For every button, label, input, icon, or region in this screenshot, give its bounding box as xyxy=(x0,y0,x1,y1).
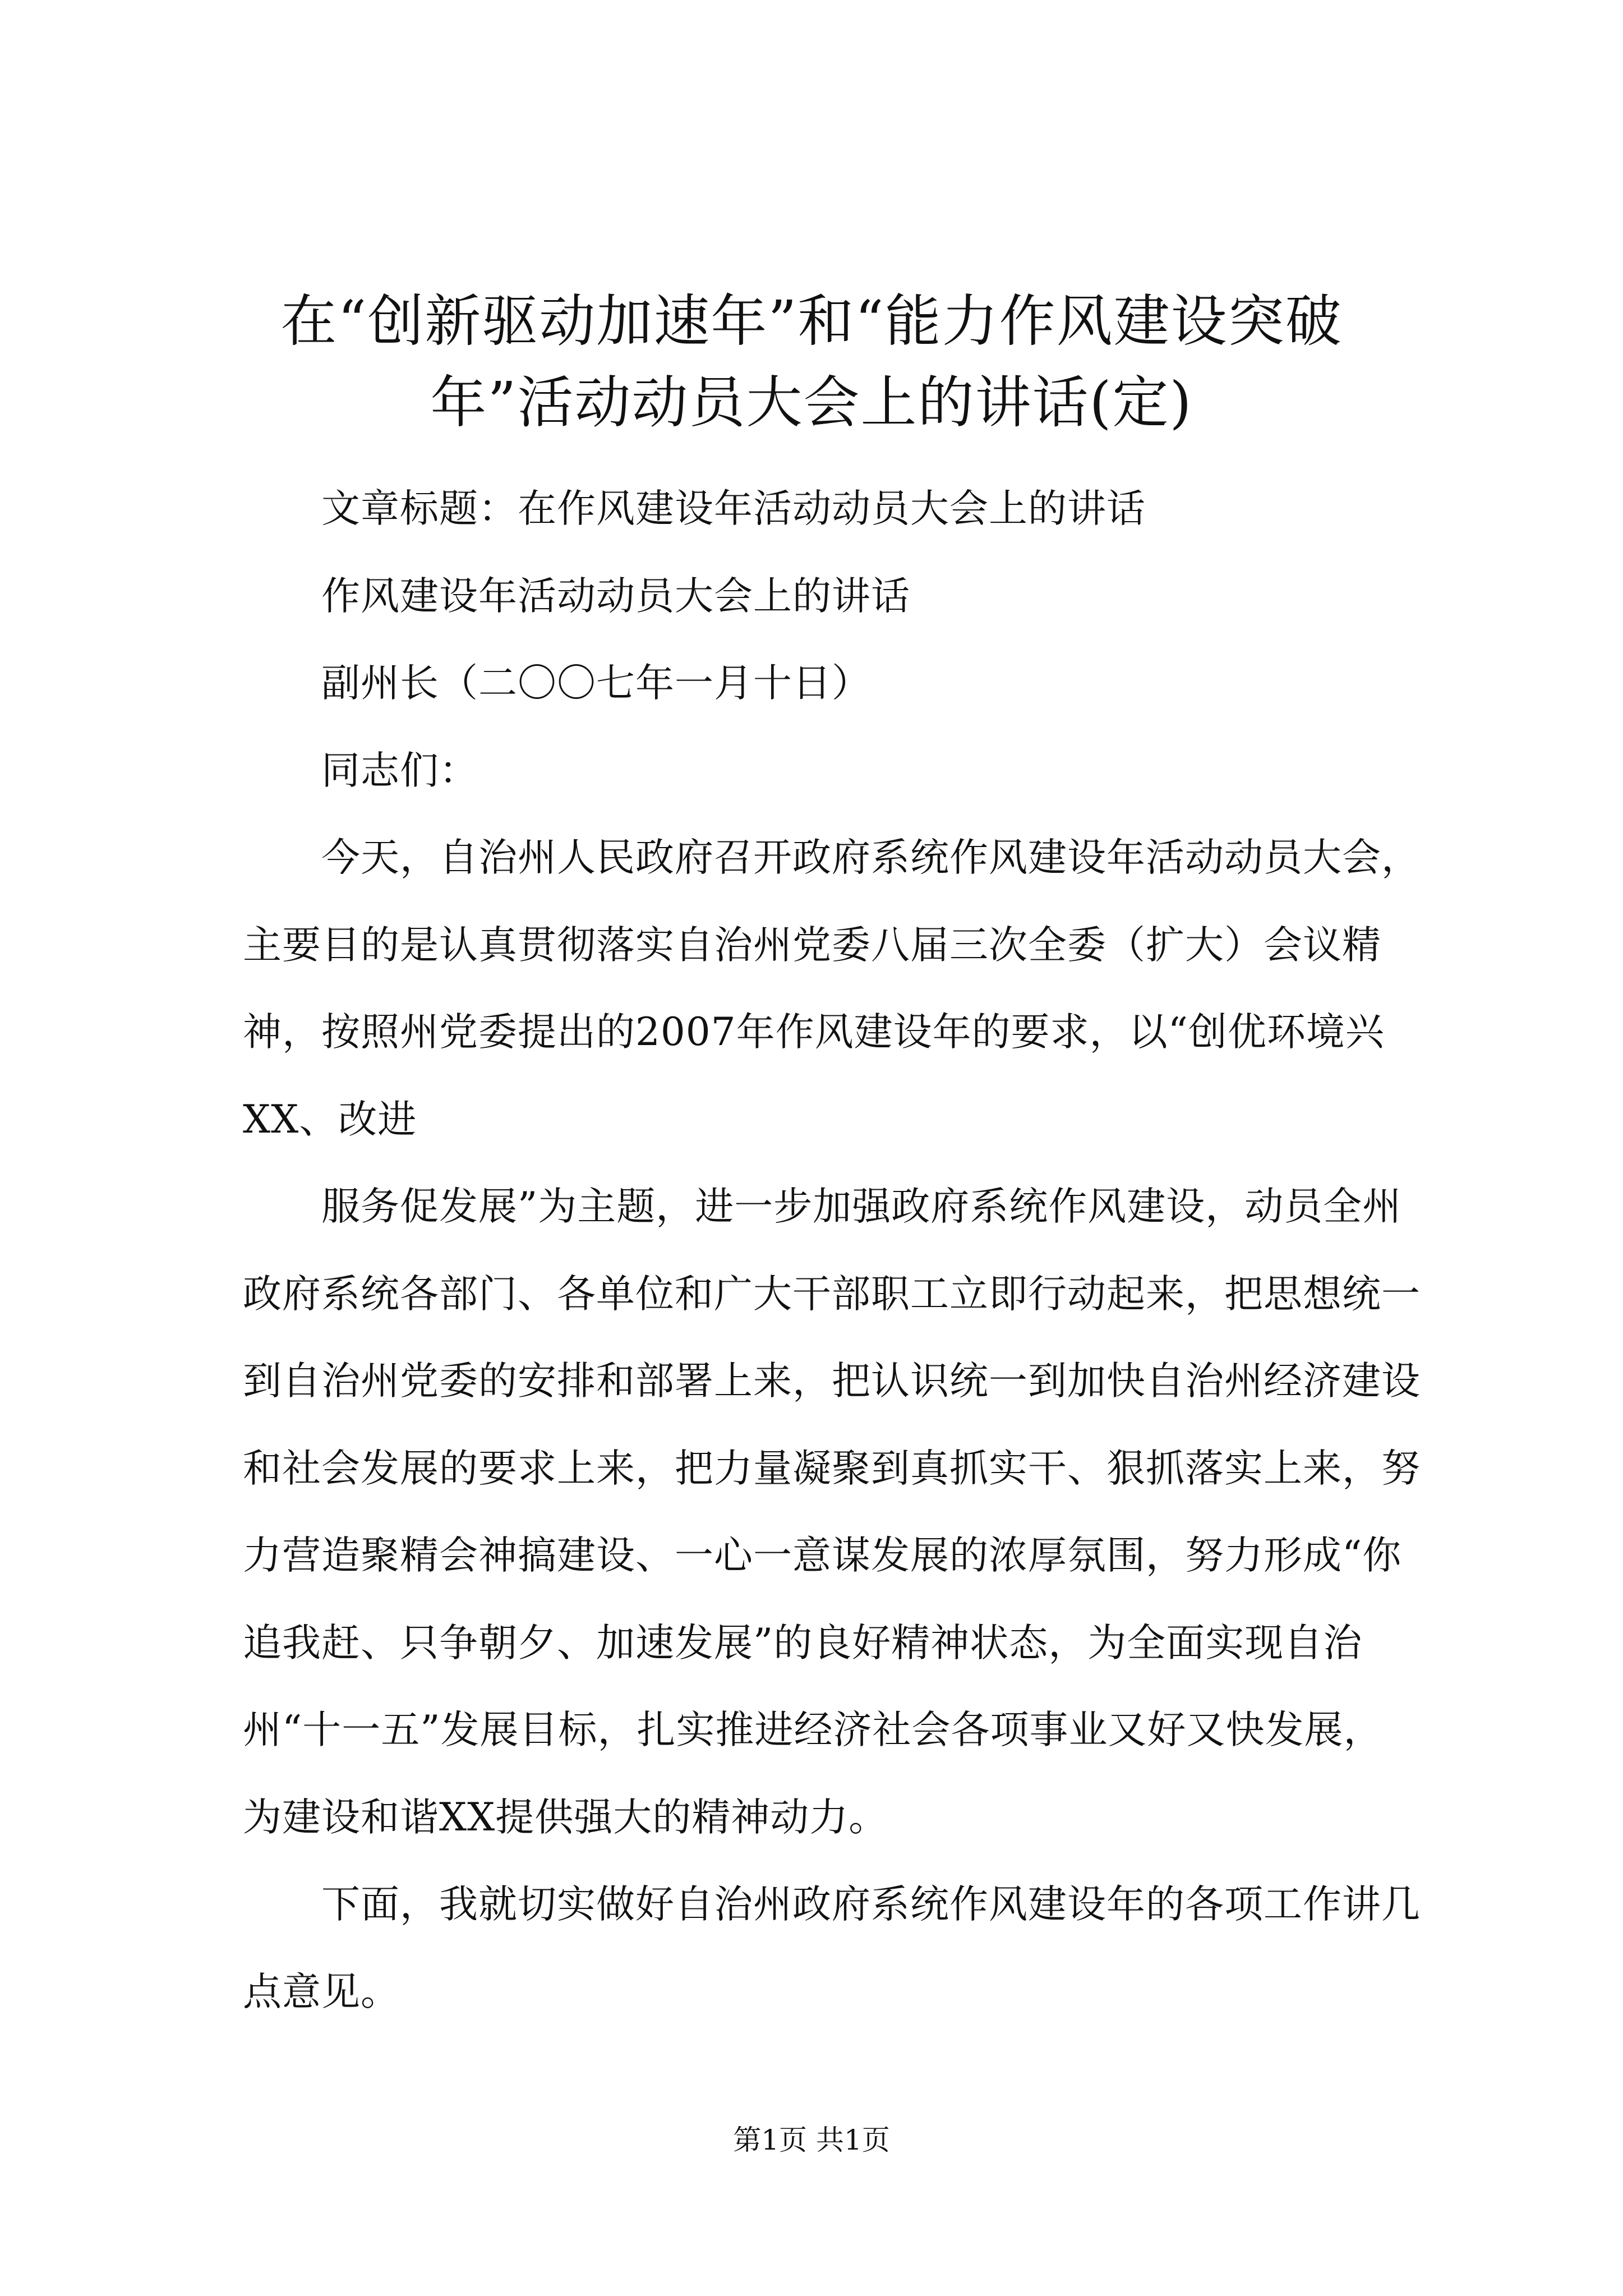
speaker-date-line: 副州长（二〇〇七年一月十日） xyxy=(321,661,871,706)
title-line-1: 在“创新驱动加速年”和“能力作风建设突破 xyxy=(280,288,1343,354)
page-footer xyxy=(0,2123,1623,2157)
paragraph-2: 服务促发展”为主题，进一步加强政府系统作风建设，动员全州政府系统各部门、各单位和广大干部职工立即行动起来，把思想统一到自治州党委的安排和部署上来，把认识统一到加快自治州经济建设和社会发展的要求上来，把力量凝聚到真抓实干、狠抓落实上来，努力营造聚精会神搞建设、一心一意谋发展的浓厚氛围，努力形成“你追我赶、只争朝夕、加速发展”的良好精神状态，为全面实现自治州“十一五”发展目标，扎实推进经济社会各项事业又好又快发展，为建设和谐XX提供强大的精神动力。 xyxy=(243,1184,1421,1840)
title-line-2: 年”活动动员大会上的讲话(定) xyxy=(430,370,1193,435)
page-number: 第1页 共1页 xyxy=(733,2124,890,2156)
article-title-line: 文章标题：在作风建设年活动动员大会上的讲话 xyxy=(321,486,1146,531)
paragraph-1: 今天，自治州人民政府召开政府系统作风建设年活动动员大会，主要目的是认真贯彻落实自治州党委八届三次全委（扩大）会议精神，按照州党委提出的2007年作风建设年的要求，以“创优环境兴XX、改进 xyxy=(243,835,1421,1142)
document-body xyxy=(243,466,1421,2036)
document-title xyxy=(168,280,1455,443)
paragraph-3: 下面，我就切实做好自治州政府系统作风建设年的各项工作讲几点意见。 xyxy=(243,1882,1421,2014)
salutation-line: 同志们： xyxy=(321,748,478,793)
subtitle-line: 作风建设年活动动员大会上的讲话 xyxy=(321,573,910,619)
